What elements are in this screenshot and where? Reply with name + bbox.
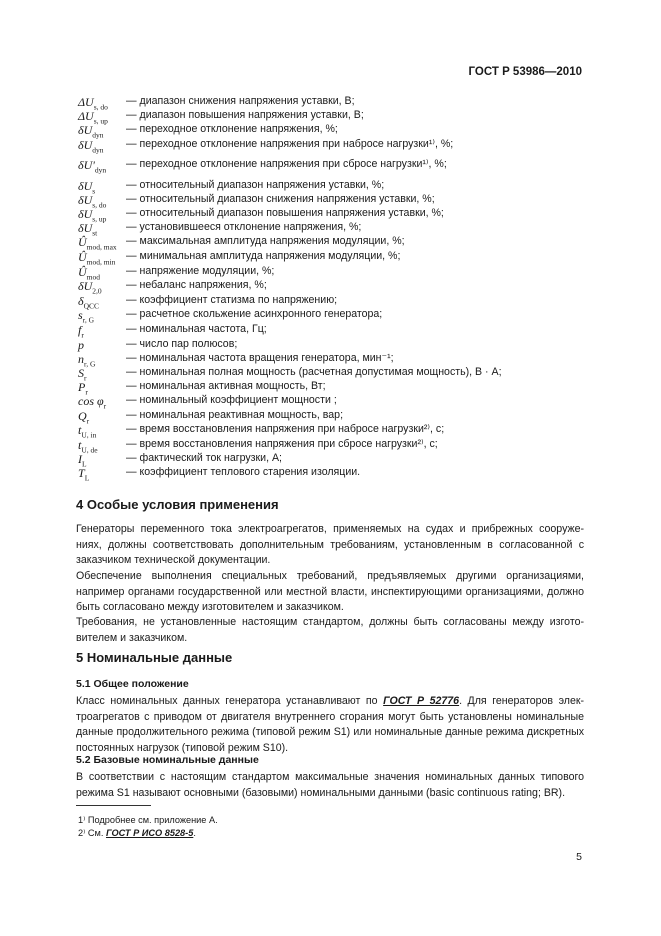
symbol-subscript: dyn <box>92 130 104 140</box>
symbol-description: — минимальная амплитуда напряжения модуляции, %; <box>126 250 401 262</box>
symbol-main: δU <box>78 179 93 193</box>
symbol-subscript: mod <box>86 272 101 282</box>
symbol-description: — фактический ток нагрузки, А; <box>126 452 282 464</box>
section-4-paragraph-3 <box>76 615 584 646</box>
symbol-main: δU <box>78 221 93 235</box>
symbol-description: — относительный диапазон напряжения уставки, %; <box>126 179 385 191</box>
symbol-subscript: r, G <box>84 359 96 369</box>
footnote-1: 1⁾ Подробнее см. приложение А. <box>78 815 218 825</box>
section-5-heading: 5 Номинальные данные <box>76 650 233 665</box>
symbol-subscript: st <box>92 228 98 238</box>
symbol-main: p <box>78 338 84 352</box>
symbol-description: — число пар полюсов; <box>126 338 238 350</box>
symbol-description: — время восстановления напряжения при набросе нагрузки²⁾, с; <box>126 423 445 435</box>
symbol-description: — диапазон снижения напряжения уставки, В; <box>126 95 355 107</box>
symbol-subscript: L <box>82 459 87 469</box>
symbol <box>78 395 106 410</box>
symbol <box>78 280 102 295</box>
subsection-5-1-heading: 5.1 Общее положение <box>76 678 189 690</box>
symbol <box>78 467 89 482</box>
symbol-description: — переходное отклонение напряжения при набросе нагрузки¹⁾, %; <box>126 138 454 150</box>
symbol-subscript: L <box>84 473 90 483</box>
symbol-subscript: mod, max <box>86 242 117 252</box>
text-line: ниях, должны соответствовать дополнительным требованиям, установленным в согласованной с <box>76 538 584 551</box>
symbol-description: — коэффициент теплового старения изоляции. <box>126 466 361 478</box>
symbol-subscript: s, up <box>93 116 108 126</box>
symbol-main: n <box>78 352 84 366</box>
section-5-2-paragraph <box>76 770 584 801</box>
text-line: Генераторы переменного тока электроагрегатов, применяемых на судах и прибрежных сооруже- <box>76 523 584 535</box>
text-run: . Для генераторов элек- <box>459 695 584 707</box>
symbol-description: — напряжение модуляции, %; <box>126 265 275 277</box>
symbol-description: — номинальная частота, Гц; <box>126 323 267 335</box>
symbol-subscript: s <box>92 186 96 196</box>
symbol-description: — небаланс напряжения, %; <box>126 279 267 291</box>
symbol-subscript: r <box>81 330 84 340</box>
symbol <box>78 159 106 174</box>
symbol-subscript: U, de <box>81 445 98 455</box>
symbol-description: — время восстановления напряжения при сбросе нагрузки²⁾, с; <box>126 438 438 450</box>
text-run: . <box>193 828 196 838</box>
text-line: Требования, не установленные настоящим стандартом, должны быть согласованы между изгото- <box>76 616 584 628</box>
symbol-description: — относительный диапазон повышения напряжения уставки, %; <box>126 207 444 219</box>
text-line: Обеспечение выполнения специальных требований, предъявляемых другими организациями, <box>76 570 584 582</box>
symbol <box>78 324 84 339</box>
symbol-main: δU <box>78 279 93 293</box>
symbol-description: — номинальная полная мощность (расчетная допустимая мощность), В · А; <box>126 366 502 378</box>
text-line <box>76 694 584 710</box>
section-4-paragraph-1 <box>76 522 584 569</box>
symbol-subscript: U, in <box>81 430 97 440</box>
symbol-subscript: r <box>103 401 107 411</box>
footnote-2 <box>78 828 196 839</box>
symbol-main: s <box>78 308 83 322</box>
symbol-description: — переходное отклонение напряжения, %; <box>126 123 338 135</box>
symbol-main: ΔU <box>78 109 94 123</box>
section-4-paragraph-2 <box>76 569 584 616</box>
symbol-description: — установившееся отклонение напряжения, %; <box>126 221 362 233</box>
symbol-description: — максимальная амплитуда напряжения модуляции, %; <box>126 235 405 247</box>
symbol <box>78 339 84 351</box>
symbol-subscript: s, do <box>93 102 108 112</box>
symbol <box>78 309 94 324</box>
symbol-subscript: QCC <box>83 301 99 311</box>
symbol-subscript: mod, min <box>86 257 116 267</box>
symbol-main: t <box>78 438 82 452</box>
symbol-description: — номинальная частота вращения генератора, мин⁻¹; <box>126 352 394 364</box>
text-line: заказчиком технической документации. <box>76 554 271 566</box>
symbol-main: δU <box>78 138 93 152</box>
text-run: 2⁾ См. <box>78 828 106 838</box>
text-line: режима S1 называют основными (базовыми) номинальными данными (basic continuous rating; BR). <box>76 786 566 799</box>
subsection-5-2-heading: 5.2 Базовые номинальные данные <box>76 754 259 766</box>
standard-reference-link[interactable]: ГОСТ Р 52776 <box>383 695 460 707</box>
symbol-description: — номинальная активная мощность, Вт; <box>126 380 326 392</box>
symbol-main: δU' <box>78 158 95 172</box>
symbol-subscript: s, do <box>92 200 107 210</box>
symbol-subscript: r <box>86 416 90 426</box>
symbol-main: Û <box>78 235 87 249</box>
symbol-subscript: r <box>85 387 88 397</box>
text-line: данные продолжительного режима (типовой режим S1) или номинальные данные режима дискретных <box>76 726 584 738</box>
symbol-main: δU <box>78 123 93 137</box>
symbol-description: — номинальный коэффициент мощности ; <box>126 394 337 406</box>
symbol-description: — диапазон повышения напряжения уставки, В; <box>126 109 364 121</box>
symbol-main: t <box>78 423 82 437</box>
text-line: троагрегатов с приводом от двигателя внутреннего сгорания могут быть установлены номинальные <box>76 710 584 723</box>
symbol-subscript: s, up <box>92 214 107 224</box>
symbol <box>78 424 96 439</box>
symbol-description: — относительный диапазон снижения напряжения уставки, %; <box>126 193 435 205</box>
symbol-subscript: r, G <box>82 315 95 325</box>
symbol-subscript: r <box>84 373 87 383</box>
section-4-heading: 4 Особые условия применения <box>76 497 279 512</box>
text-line: вителем и заказчиком. <box>76 631 188 644</box>
symbol-main: Q <box>78 409 87 423</box>
symbol-main: P <box>78 380 86 394</box>
symbol-main: Û <box>78 265 87 279</box>
symbol-description: — номинальная реактивная мощность, вар; <box>126 409 344 421</box>
standard-reference-link[interactable]: ГОСТ Р ИСО 8528-5 <box>105 828 194 838</box>
text-line: быть согласовано между изготовителем и заказчиком. <box>76 601 344 613</box>
symbol-description: — переходное отклонение напряжения при сбросе нагрузки¹⁾, %; <box>126 158 447 170</box>
text-line: В соответствии с настоящим стандартом максимальные значения номинальных данных типового <box>76 771 584 783</box>
section-5-1-paragraph <box>76 694 584 756</box>
footnote-divider <box>76 805 151 806</box>
text-line: постоянных нагрузок (типовой режим S10). <box>76 741 289 754</box>
symbol-main: S <box>78 366 84 380</box>
symbol-main: δU <box>78 193 93 207</box>
symbol-main: I <box>78 452 82 466</box>
text-run: Класс номинальных данных генератора устанавливают по <box>76 695 384 707</box>
symbol <box>78 251 115 266</box>
document-id: ГОСТ Р 53986—2010 <box>468 66 582 78</box>
symbol-main: f <box>78 323 82 337</box>
symbol-main: δU <box>78 207 93 221</box>
symbol-main: δ <box>78 294 84 308</box>
symbol-subscript: 2,0 <box>92 286 102 296</box>
symbol <box>78 124 104 139</box>
symbol-main: Û <box>78 250 87 264</box>
text-line: например органами государственной или местной власти, инспектирующими организациями, должно <box>76 585 584 598</box>
symbol-main: cos φ <box>78 394 104 408</box>
symbol-main: ΔU <box>78 95 94 109</box>
symbol-description: — расчетное скольжение асинхронного генератора; <box>126 308 383 320</box>
symbol <box>78 139 104 154</box>
page-number: 5 <box>576 851 582 863</box>
symbol-subscript: dyn <box>92 145 104 155</box>
symbol-description: — коэффициент статизма по напряжению; <box>126 294 338 306</box>
symbol <box>78 236 117 251</box>
symbol-subscript: dyn <box>94 165 107 175</box>
symbol-main: T <box>78 466 85 480</box>
